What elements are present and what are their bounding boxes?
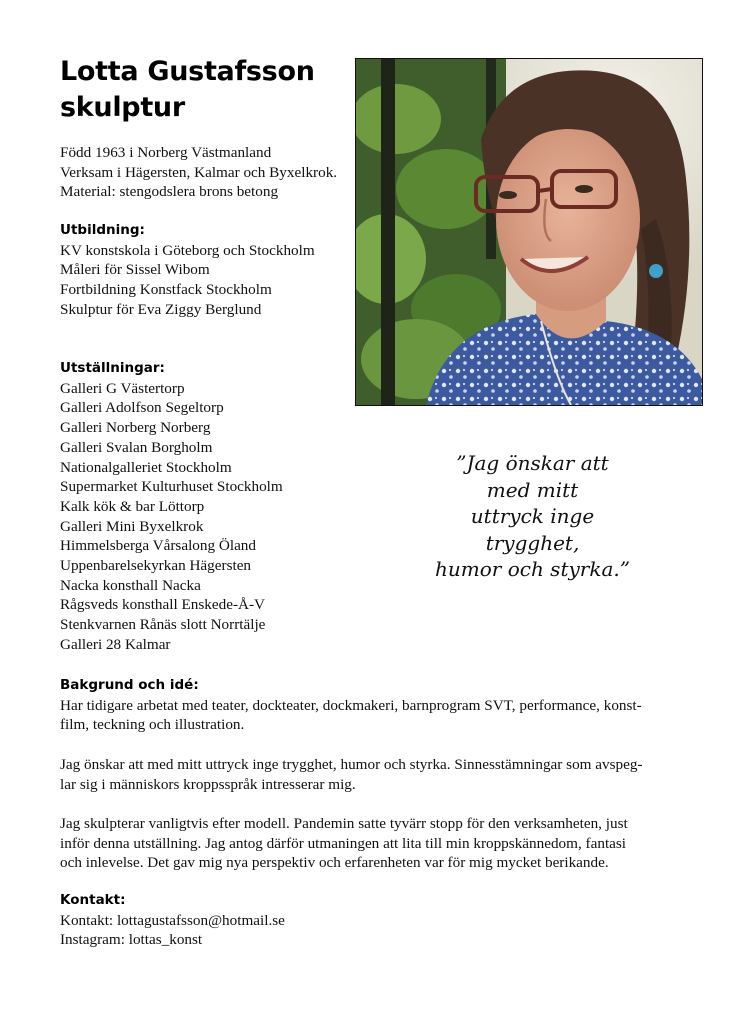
exhibitions-heading: Utställningar: — [60, 360, 165, 376]
exhibition-item: Supermarket Kulturhuset Stockholm — [60, 478, 283, 496]
exhibition-item: Himmelsberga Vårsalong Öland — [60, 537, 256, 555]
paragraph-spacer — [60, 735, 643, 755]
quote-line: ”Jag önskar att — [456, 451, 609, 475]
exhibition-item: Galleri Svalan Borgholm — [60, 438, 213, 456]
intro-line: Material: stengodslera brons betong — [60, 183, 279, 201]
background-paragraph-3-line: inför denna utställning. Jag antog därför utmaningen att lita till min kroppskännedom, fantasi — [60, 834, 627, 852]
quote-line: humor och styrka.” — [435, 557, 630, 581]
quote-line: trygghet, — [485, 530, 580, 555]
exhibition-item: Galleri Adolfson Segeltorp — [60, 399, 224, 417]
portrait-photo — [355, 58, 703, 406]
paragraph-spacer — [60, 794, 643, 814]
education-item: Skulptur för Eva Ziggy Berglund — [60, 300, 262, 318]
exhibition-item: Rågsveds konsthall Enskede-Å-V — [60, 596, 265, 614]
exhibition-item: Galleri 28 Kalmar — [60, 635, 171, 653]
exhibition-item: Galleri Mini Byxelkrok — [60, 517, 204, 535]
exhibition-item: Stenkvarnen Rånäs slott Norrtälje — [60, 616, 266, 634]
exhibition-item: Galleri G Västertorp — [60, 379, 185, 397]
background-section — [60, 676, 643, 873]
background-paragraph-1-line: film, teckning och illustration. — [60, 716, 245, 734]
education-item: Måleri för Sissel Wibom — [60, 261, 210, 279]
page-title — [60, 54, 315, 126]
background-paragraph-1-line: Har tidigare arbetat med teater, dockteater, dockmakeri, barnprogram SVT, performance, konst- — [60, 696, 642, 714]
background-heading: Bakgrund och idé: — [60, 677, 199, 693]
contact-email: Kontakt: lottagustafsson@hotmail.se — [60, 911, 285, 929]
background-paragraph-3-line: och inlevelse. Det gav mig nya perspektiv och erfarenheten var för mig mycket berikande. — [60, 854, 609, 872]
background-paragraph-2-line: lar sig i människors kroppsspråk intresserar mig. — [60, 775, 356, 793]
quote-line: uttryck inge — [470, 504, 595, 528]
education-item: Fortbildning Konstfack Stockholm — [60, 281, 272, 299]
intro-line: Född 1963 i Norberg Västmanland — [60, 144, 272, 161]
contact-instagram: Instagram: lottas_konst — [60, 931, 203, 949]
exhibition-item: Nacka konsthall Nacka — [60, 576, 201, 594]
exhibition-item: Nationalgalleriet Stockholm — [60, 458, 232, 476]
education-heading: Utbildning: — [60, 222, 145, 238]
education-section — [60, 221, 315, 320]
exhibitions-section — [60, 359, 283, 655]
exhibition-item: Galleri Norberg Norberg — [60, 419, 211, 437]
title-subtitle: skulptur — [60, 92, 185, 123]
contact-section — [60, 891, 285, 950]
contact-heading: Kontakt: — [60, 892, 126, 908]
title-name: Lotta Gustafsson — [60, 56, 315, 87]
background-paragraph-3-line: Jag skulpterar vanligtvis efter modell. Pandemin satte tyvärr stopp för den verksamheten, just — [60, 814, 628, 832]
background-paragraph-2-line: Jag önskar att med mitt uttryck inge trygghet, humor och styrka. Sinnesstämningar som avspeg- — [60, 755, 643, 773]
exhibition-item: Kalk kök & bar Löttorp — [60, 497, 205, 515]
exhibition-item: Uppenbarelsekyrkan Hägersten — [60, 557, 252, 575]
quote-line: med mitt — [486, 477, 579, 502]
pull-quote — [405, 450, 660, 583]
intro-line: Verksam i Hägersten, Kalmar och Byxelkrok. — [60, 163, 338, 181]
education-item: KV konstskola i Göteborg och Stockholm — [60, 241, 315, 259]
intro-section — [60, 143, 337, 202]
